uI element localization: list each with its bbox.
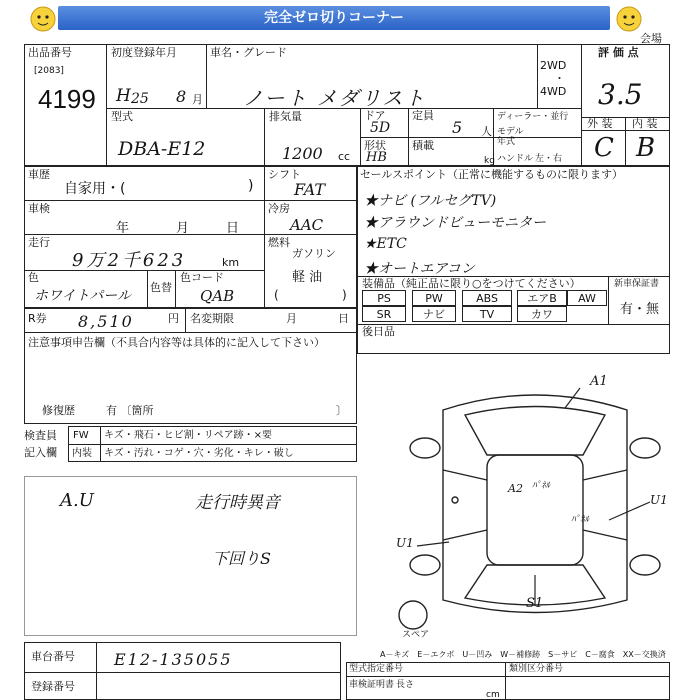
grade-ext-label: 外 装 [587, 117, 613, 130]
first-reg-month: 8 [176, 87, 187, 106]
mark-s1: S1 [526, 596, 544, 611]
mascot-right-icon [614, 4, 644, 34]
model-year-label1: モデル [497, 127, 524, 137]
grade-label: 評 価 点 [598, 46, 639, 59]
recycle-label: R券 [28, 312, 47, 325]
doors-label: ドア [364, 109, 386, 122]
damage-legend: A－キズ E－エクボ U－凹み W－補修跡 S－サビ C－腐食 XX－交換済 [380, 650, 666, 659]
inspector-int-items: キズ・汚れ・コゲ・穴・劣化・キレ・破し [104, 448, 294, 459]
handle-value: 左・右 [535, 154, 563, 164]
equip-sr[interactable]: SR [362, 306, 406, 322]
shift-value: FAT [294, 180, 326, 199]
type-spec-label: 型式指定番号 [349, 664, 404, 674]
inspector-label1: 検査員 [24, 429, 57, 442]
guarantee-value: 有・無 [620, 302, 660, 317]
aircon-value: AAC [290, 216, 324, 234]
equip-ps[interactable]: PS [362, 290, 406, 306]
name-change-month: 月 [286, 312, 297, 325]
repair-value: 有 〔箇所 [106, 404, 154, 417]
mileage-label: 走行 [28, 236, 50, 249]
color-label: 色 [28, 271, 39, 284]
grade-int-label: 内 装 [632, 117, 658, 130]
lot-code: [2083] [34, 66, 64, 76]
displacement-value: 1200 [282, 144, 323, 163]
grade-ext-value: C [594, 133, 614, 163]
sales-points-label: セールスポイント（正常に機能するものに限ります） [360, 168, 624, 181]
left-note: A.U [60, 490, 94, 511]
recycle-value: 8,510 [78, 312, 134, 331]
mark-u1-left: U1 [396, 536, 414, 550]
mark-right-panel: ﾊﾟﾈﾙ [571, 515, 590, 525]
equip-airbag[interactable]: エアB [517, 290, 567, 306]
fuel-paren-open: ( [274, 288, 279, 302]
inspection-year-unit: 年 [116, 221, 130, 236]
load-label: 積載 [412, 139, 434, 152]
equip-aw[interactable]: AW [567, 290, 607, 306]
mark-a2-extra: ﾊﾟﾈﾙ [532, 481, 551, 491]
recycle-unit: 円 [168, 312, 179, 325]
grade-int-value: B [636, 133, 656, 163]
equip-tv[interactable]: TV [462, 306, 512, 322]
center-note-1: 走行時異音 [195, 493, 280, 513]
drive-4wd: 4WD [540, 85, 567, 98]
displacement-unit: cc [338, 150, 351, 163]
chassis-value: E12-135055 [114, 650, 233, 669]
rear-seat-label: 後日品 [362, 325, 395, 338]
color-code-label: 色コード [180, 271, 224, 284]
mark-a1: A1 [590, 374, 608, 389]
guarantee-label: 新車保証書 [614, 279, 660, 289]
doors-value: 5D [370, 120, 391, 136]
grade-value: 3.5 [598, 78, 643, 111]
shape-value: HB [366, 150, 387, 165]
model-value: DBA-E12 [118, 138, 206, 160]
name-change-day: 日 [338, 312, 349, 325]
shape-label: 形状 [364, 139, 386, 152]
shift-label: シフト [268, 168, 301, 181]
usage-close: ) [248, 178, 254, 194]
handle-label: ハンドル [497, 154, 534, 164]
inspection-month-unit: 月 [176, 221, 190, 236]
model-year-label2: 年式 [497, 137, 516, 147]
cert-label: 車検証明書 [349, 680, 395, 690]
color-change-label: 色替 [150, 281, 172, 294]
reg-number-label: 登録番号 [31, 680, 75, 693]
equip-abs[interactable]: ABS [462, 290, 512, 306]
inspector-int-label: 内装 [72, 448, 92, 459]
spare-label: スペア [402, 630, 430, 640]
mileage-value: 9万2千623 [72, 250, 187, 271]
inspection-day-unit: 日 [226, 221, 240, 236]
first-reg-year: 25 [131, 91, 149, 107]
color-value: ホワイトパール [34, 288, 132, 304]
sales-point-4: ★オートエアコン [364, 261, 475, 277]
aircon-label: 冷房 [268, 202, 290, 215]
car-name-label: 車名・グレード [210, 46, 287, 59]
fuel-label: 燃料 [268, 236, 290, 249]
page-banner: 完全ゼロ切りコーナー [58, 6, 610, 30]
mark-u1-right: U1 [650, 493, 668, 507]
class-label: 類別区分番号 [509, 664, 564, 674]
fuel-option1: ガソリン [292, 247, 336, 260]
displacement-label: 排気量 [269, 110, 302, 123]
equip-navi[interactable]: ナビ [412, 306, 456, 322]
inspection-label: 車検 [28, 202, 50, 215]
color-code-value: QAB [200, 287, 235, 305]
usage-label: 車歴 [28, 168, 50, 181]
first-reg-month-unit: 月 [192, 93, 203, 106]
sales-point-3: ★ETC [364, 236, 407, 252]
drive-sep: ・ [554, 72, 565, 85]
capacity-unit: 人 [481, 125, 492, 138]
fuel-option2: 軽 油 [292, 270, 323, 285]
notes-label: 注意事項申告欄（不具合内容等は具体的に記入して下さい） [28, 336, 325, 349]
chassis-label: 車台番号 [31, 650, 75, 663]
dealer-label: ディーラー・並行 [497, 112, 569, 122]
center-note-2: 下回りS [212, 549, 271, 568]
equipment-label: 装備品（純正品に限り○をつけてください） [362, 277, 581, 290]
inspector-label2: 記入欄 [24, 446, 57, 459]
mascot-left-icon [28, 4, 58, 34]
inspector-fw-items: キズ・飛石・ヒビ割・リペア跡・×要 [104, 430, 272, 441]
capacity-value: 5 [452, 118, 463, 137]
car-name-value: ノート メダリスト [243, 86, 427, 110]
mileage-unit: km [222, 256, 240, 269]
sales-point-1: ★ナビ (フルセグTV) [364, 193, 497, 209]
lot-label: 出品番号 [28, 46, 72, 59]
equip-pw[interactable]: PW [412, 290, 456, 306]
repair-close: 〕 [336, 404, 347, 417]
name-change-label: 名変期限 [190, 312, 234, 325]
repair-label: 修復歴 [42, 404, 75, 417]
lot-number: 4199 [38, 84, 96, 114]
load-unit: kg [484, 156, 495, 166]
usage-value: 自家用・( [64, 181, 126, 197]
fuel-paren-close: ) [342, 288, 347, 302]
drive-2wd: 2WD [540, 59, 567, 72]
sales-point-2: ★アラウンドビューモニター [364, 215, 546, 231]
first-reg-era: H [116, 86, 131, 106]
first-reg-label: 初度登録年月 [111, 46, 177, 59]
capacity-label: 定員 [412, 109, 434, 122]
venue-label: 会場 [640, 32, 662, 45]
equip-leather[interactable]: カワ [517, 306, 567, 322]
model-label: 型式 [111, 110, 133, 123]
inspector-fw-label: FW [73, 430, 89, 441]
length-unit: cm [486, 690, 500, 700]
length-label: 長さ [396, 680, 415, 690]
mark-a2: A2 [508, 482, 523, 495]
